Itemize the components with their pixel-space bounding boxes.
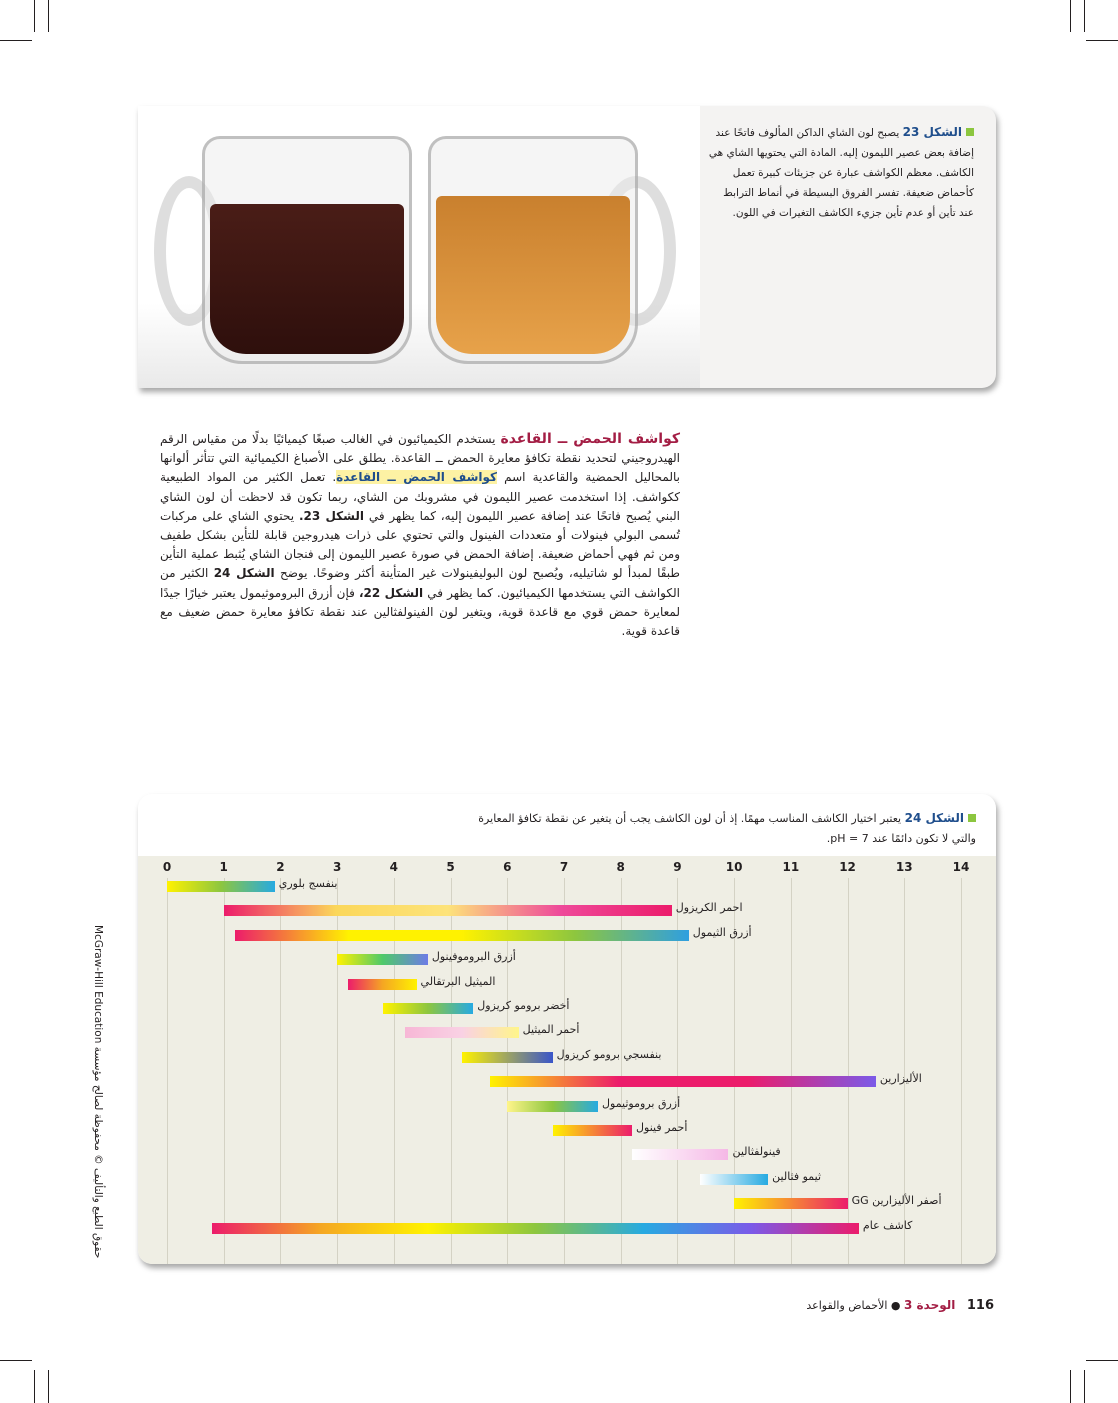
figure-24-label: الشكل 24 [904, 811, 964, 825]
ph-tick-label: 14 [952, 860, 970, 874]
indicator-range-bar [348, 979, 416, 990]
ph-tick-label: 12 [839, 860, 856, 874]
indicator-range-bar [700, 1174, 768, 1185]
unit-title: الأحماض والقواعد [806, 1299, 888, 1312]
crop-mark [48, 0, 49, 32]
indicator-range-bar [490, 1076, 876, 1087]
ph-gridline [167, 878, 168, 1264]
body-text-part: الكثير من الكواشف التي يستخدمها الكيميائيون. كما يظهر في [160, 566, 680, 600]
ph-tick-label: 13 [895, 860, 913, 874]
body-text-part: يحتوي الشاي على مركبات تُسمى البولي فينولات أو متعددات الفينول والتي تحتوي على ذرات هيدروجين قابلة للتأين بشكل طفيف ومن ثم فهي أحماض ضعيفة. إضافة الحمض في صورة عصير الليمون إلى فنجان الشاي يُثبط عملية التأين طبقًا لمبدأ لو شاتيليه، ويُصبح لون البوليفينولات غير المتأينة أكثر وضوحًا. يوضح [160, 508, 680, 581]
indicator-label: بنفسجي برومو كريزول [556, 1047, 662, 1061]
indicator-range-bar [632, 1149, 728, 1160]
crop-mark [0, 40, 32, 41]
crop-mark [1070, 0, 1071, 32]
ph-gridline [848, 878, 849, 1264]
indicator-range-bar [235, 930, 689, 941]
body-text-part: يستخدم الكيميائيون في الغالب صبغًا كيميائيًا بدلًا من مقياس الرقم الهيدروجيني لتحديد نقطة تكافؤ معايرة الحمض ــ القاعدة. يطلق على الأصباغ الكيميائية التي تتأثر ألوانها بالمحاليل الحمضية والقاعدية اسم [160, 432, 680, 485]
ph-tick-label: 1 [219, 860, 228, 874]
ph-tick-label: 6 [503, 860, 512, 874]
indicator-label: الميثيل البرتقالي [420, 974, 496, 988]
footer-bullet: ● [890, 1299, 901, 1312]
ph-tick-label: 5 [446, 860, 455, 874]
crop-mark [1084, 1370, 1085, 1403]
indicator-range-bar [383, 1003, 474, 1014]
crop-mark [1086, 1360, 1118, 1361]
ph-tick-label: 2 [276, 860, 285, 874]
tea-mugs-photo [138, 106, 700, 388]
ph-scale [138, 856, 996, 878]
indicator-range-bar [462, 1052, 553, 1063]
indicator-label: أحمر الميثيل [522, 1023, 580, 1037]
ph-tick-label: 7 [559, 860, 569, 874]
ph-tick-label: 11 [782, 860, 800, 874]
indicator-range-bar [167, 881, 275, 892]
indicator-range-bar [224, 905, 672, 916]
ph-tick-label: 4 [389, 860, 399, 874]
indicator-label: فينولفثالين [732, 1145, 781, 1159]
page-number: 116 [966, 1298, 994, 1313]
crop-mark [48, 1370, 49, 1403]
indicator-label: الأليزارين [879, 1072, 922, 1086]
ph-tick-label: 0 [162, 860, 172, 874]
indicator-range-bar [507, 1101, 598, 1112]
figure-reference: الشكل 22، [358, 585, 424, 600]
indicator-range-bar [553, 1125, 632, 1136]
figure-24-caption [476, 808, 976, 849]
figure-23 [138, 106, 996, 388]
indicator-label: أزرق البروموفينول [431, 950, 516, 964]
indicator-range-bar [734, 1198, 847, 1209]
body-text-part: . تعمل الكثير من المواد الطبيعية ككواشف. إذا استخدمت عصير الليمون في مشروبك من الشاي، ربما تكون قد لاحظت أن لون الشاي البني يُصبح فاتحًا عند إضافة عصير الليمون إليه، كما يظهر في [160, 470, 680, 523]
indicator-label: ثيمو فثالين [772, 1169, 822, 1183]
figure-23-caption [706, 122, 974, 223]
indicator-label: بنفسج بلوري [278, 877, 338, 890]
caption-marker-icon [968, 814, 976, 822]
ph-tick-label: 10 [725, 860, 743, 874]
crop-mark [34, 1370, 35, 1403]
crop-mark [1070, 1370, 1071, 1403]
crop-mark [1086, 40, 1118, 41]
figure-23-label: الشكل 23 [902, 125, 962, 139]
page-footer [806, 1298, 994, 1313]
indicator-range-bar [212, 1223, 859, 1234]
dark-tea [210, 204, 404, 354]
crop-mark [0, 1360, 32, 1361]
indicator-label: أحمر فينول [636, 1121, 688, 1134]
crop-mark [1084, 0, 1085, 32]
crop-mark [34, 0, 35, 32]
body-paragraph [160, 430, 680, 641]
unit-label: الوحدة 3 [904, 1298, 956, 1312]
indicator-range-chart [138, 856, 996, 1264]
figure-24 [138, 794, 996, 1264]
figure-23-caption-text: يصبح لون الشاي الداكن المألوف فاتحًا عند إضافة بعض عصير الليمون إليه. المادة التي يحتويها الشاي هي الكاشف. معظم الكواشف عبارة عن جزيئات كبيرة تعمل كأحماض ضعيفة. تفسر الفروق البسيطة في أنماط الترابط عند تأين أو عدم تأين جزيء الكاشف التغيرات في اللون. [708, 127, 974, 219]
indicator-label: أزرق بروموثيمول [602, 1096, 681, 1110]
caption-marker-icon [966, 128, 974, 136]
light-tea [436, 196, 630, 354]
indicator-label: أزرق الثيمول [692, 925, 752, 939]
figure-24-caption-text: يعتبر اختيار الكاشف المناسب مهمًا. إذ أن لون الكاشف يجب أن يتغير عن نقطة تكافؤ المعايرة والتي لا تكون دائمًا عند pH = 7. [478, 812, 976, 845]
copyright-side-text: McGraw-Hill Education حقوق الطبع والتأليف © محفوظة لصالح مؤسسة [92, 925, 104, 1259]
ph-tick-label: 3 [332, 860, 342, 874]
section-heading: كواشف الحمض ــ القاعدة [500, 431, 680, 447]
indicator-range-bar [337, 954, 428, 965]
indicator-label: أخضر برومو كريزول [477, 999, 570, 1012]
figure-reference: الشكل 23. [298, 508, 364, 523]
figure-reference: الشكل 24 [213, 566, 275, 581]
ph-tick-label: 9 [673, 860, 682, 874]
indicator-label: أصفر الأليزارين GG [851, 1194, 942, 1208]
body-text-part: فإن أزرق البروموثيمول يعتبر خيارًا جيدًا لمعايرة حمض قوي مع قاعدة قوية، ويتغير لون الفينولفثالين عند نقطة تكافؤ معايرة حمض ضعيف مع قاعدة قوية. [160, 585, 680, 639]
ph-gridline [961, 878, 962, 1264]
ph-gridline [224, 878, 225, 1264]
indicator-range-bar [405, 1027, 518, 1038]
indicator-label: كاشف عام [862, 1218, 913, 1232]
ph-tick-label: 8 [616, 860, 625, 874]
key-term: كواشف الحمض ــ القاعدة [336, 470, 498, 485]
indicator-label: احمر الكريزول [675, 901, 743, 915]
